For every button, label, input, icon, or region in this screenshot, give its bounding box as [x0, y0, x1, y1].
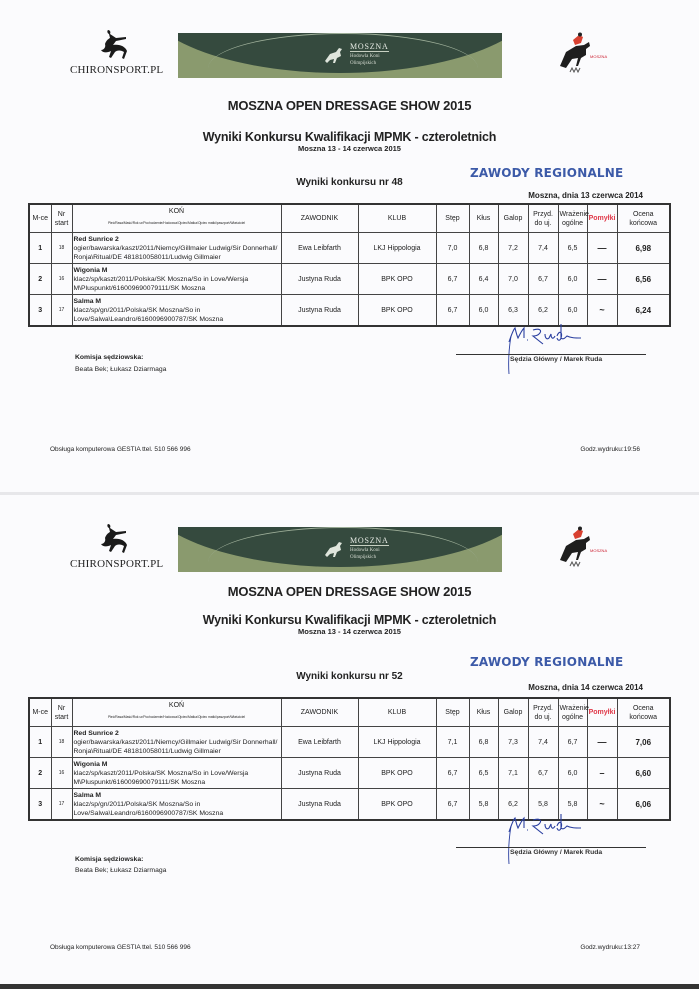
- footer-computing-service: Obsługa komputerowa GESTIA ttel. 510 566 996: [50, 944, 191, 951]
- cell-rider: Justyna Ruda: [281, 295, 358, 327]
- table-row: [29, 295, 670, 327]
- competition-number: Wyniki konkursu nr 52: [296, 671, 403, 682]
- cell-rideability: 6,7: [528, 758, 558, 789]
- jumping-horse-icon: [323, 45, 345, 65]
- show-jumping-icon: [558, 526, 592, 572]
- col-errors: Pomyłki: [587, 204, 617, 233]
- rk-moszna-logo: [558, 32, 618, 80]
- jury-names: Beata Bek; Łukasz Dziarmaga: [75, 366, 167, 373]
- col-start-number: [51, 698, 72, 727]
- banner-subtitle-1: Hodowla Koni: [350, 54, 380, 59]
- col-errors: Pomyłki: [587, 698, 617, 727]
- regional-stamp: ZAWODY REGIONALNE: [470, 655, 624, 669]
- table-header-row: [29, 698, 670, 727]
- col-final-line1: Ocena: [632, 704, 654, 712]
- cell-rideability: 5,8: [528, 789, 558, 821]
- jury-label: Komisja sędziowska:: [75, 856, 144, 863]
- cell-place: 3: [29, 789, 51, 821]
- cell-impression: 6,5: [558, 233, 587, 264]
- horse-name: Salma M: [73, 297, 102, 305]
- cell-impression: 6,0: [558, 264, 587, 295]
- col-place: M-ce: [29, 204, 51, 233]
- cell-horse: [72, 727, 281, 758]
- cell-canter: 7,2: [498, 233, 528, 264]
- cell-horse: [72, 233, 281, 264]
- table-header-row: [29, 204, 670, 233]
- cell-final-score: 6,24: [617, 295, 670, 327]
- cell-club: LKJ Hippologia: [358, 727, 436, 758]
- rk-logo-text: MOSZNA: [590, 548, 608, 553]
- cell-start-number: 16: [51, 264, 72, 295]
- col-start-number-line2: start: [54, 713, 69, 721]
- cell-canter: 6,3: [498, 295, 528, 327]
- cell-trot: 6,8: [469, 727, 498, 758]
- cell-canter: 7,1: [498, 758, 528, 789]
- cell-final-score: 6,60: [617, 758, 670, 789]
- competition-number: Wyniki konkursu nr 48: [296, 177, 403, 188]
- cell-trot: 6,0: [469, 295, 498, 327]
- col-horse-subtitle: Płeć/Rasa/Maść/Rok ur/Pochodzenie/Hodowca/Ojciec/Matka/Ojciec matki/paszport/Właściciel: [107, 715, 246, 719]
- jury-label: Komisja sędziowska:: [75, 354, 144, 361]
- col-canter: Galop: [498, 204, 528, 233]
- cell-final-score: 6,06: [617, 789, 670, 821]
- col-canter: Galop: [498, 698, 528, 727]
- table-row: [29, 758, 670, 789]
- cell-canter: 7,3: [498, 727, 528, 758]
- col-rideability-line2: do uj.: [534, 219, 552, 227]
- col-start-number-line1: Nr: [57, 210, 66, 218]
- jury-names: Beata Bek; Łukasz Dziarmaga: [75, 867, 167, 874]
- horse-name: Wigonia M: [73, 266, 108, 274]
- cell-trot: 6,4: [469, 264, 498, 295]
- col-final-score: [617, 204, 670, 233]
- cell-club: BPK OPO: [358, 264, 436, 295]
- col-rideability-line2: do uj.: [534, 713, 552, 721]
- cell-start-number: 18: [51, 727, 72, 758]
- cell-errors: —: [587, 264, 617, 295]
- cell-horse: [72, 295, 281, 327]
- chironsport-text: CHIRONSPORT.PL: [70, 558, 164, 570]
- col-final-line2: końcowa: [629, 219, 658, 227]
- event-title: MOSZNA OPEN DRESSAGE SHOW 2015: [227, 584, 472, 599]
- col-trot: Kłus: [469, 698, 498, 727]
- footer-computing-service: Obsługa komputerowa GESTIA ttel. 510 566 996: [50, 446, 191, 453]
- horse-details: klacz/sp/kaszt/2011/Polska/SK Moszna/So in Love/Wersja M\Pluspunkt/616009690079111/SK Moszna: [73, 769, 249, 786]
- cell-rideability: 6,2: [528, 295, 558, 327]
- cell-errors: —: [587, 233, 617, 264]
- cell-place: 2: [29, 758, 51, 789]
- footer-print-time: Godz.wydruku:13:27: [580, 944, 640, 951]
- cell-place: 2: [29, 264, 51, 295]
- horse-details: ogier/bawarska/kaszt/2011/Niemcy/Gillmaier Ludwig/Sir Donnerhall/ Ronja\Ritual/DE 481810058011/Ludwig Gillmaier: [73, 738, 278, 755]
- col-final-line2: końcowa: [629, 713, 658, 721]
- table-row: [29, 264, 670, 295]
- cell-errors: –: [587, 758, 617, 789]
- results-sheet-2: [0, 494, 699, 988]
- horse-name: Red Sunrice 2: [73, 729, 119, 737]
- cell-final-score: 6,56: [617, 264, 670, 295]
- col-club: KLUB: [358, 698, 436, 727]
- cell-walk: 7,0: [436, 233, 469, 264]
- cell-club: BPK OPO: [358, 758, 436, 789]
- col-start-number: [51, 204, 72, 233]
- results-table: [28, 697, 671, 821]
- cell-rideability: 6,7: [528, 264, 558, 295]
- horse-details: klacz/sp/gn/2011/Polska/SK Moszna/So in Love/Salwa\Leandro/6160096900787/SK Moszna: [73, 800, 224, 817]
- col-rideability-line1: Przyd.: [533, 210, 553, 218]
- cell-place: 1: [29, 727, 51, 758]
- horse-details: klacz/sp/kaszt/2011/Polska/SK Moszna/So in Love/Wersja M\Pluspunkt/616009690079111/SK Moszna: [73, 275, 249, 292]
- competition-title: Wyniki Konkursu Kwalifikacji MPMK - czteroletnich: [202, 613, 497, 627]
- banner-subtitle-1: Hodowla Koni: [350, 548, 380, 553]
- cell-start-number: 16: [51, 758, 72, 789]
- judge-signature: [505, 814, 585, 874]
- cell-impression: 5,8: [558, 789, 587, 821]
- rk-logo-text: MOSZNA: [590, 54, 608, 59]
- centaur-icon: [88, 522, 138, 558]
- col-horse-title: KOŃ: [168, 208, 185, 215]
- regional-stamp: ZAWODY REGIONALNE: [470, 166, 624, 180]
- cell-canter: 7,0: [498, 264, 528, 295]
- banner-title: MOSZNA: [350, 42, 389, 51]
- show-jumping-icon: [558, 32, 592, 78]
- results-table: [28, 203, 671, 327]
- cell-walk: 6,7: [436, 789, 469, 821]
- cell-start-number: 17: [51, 789, 72, 821]
- cell-horse: [72, 264, 281, 295]
- table-row: [29, 727, 670, 758]
- cell-walk: 6,7: [436, 264, 469, 295]
- rk-moszna-logo: [558, 526, 618, 574]
- col-final-score: [617, 698, 670, 727]
- event-title: MOSZNA OPEN DRESSAGE SHOW 2015: [227, 98, 472, 113]
- col-rideability: [528, 698, 558, 727]
- col-impression-line2: ogólne: [561, 219, 584, 227]
- moszna-banner: [178, 33, 502, 78]
- cell-trot: 5,8: [469, 789, 498, 821]
- col-rider: ZAWODNIK: [281, 204, 358, 233]
- cell-walk: 6,7: [436, 758, 469, 789]
- banner-subtitle-2: Olimpijskich: [350, 555, 377, 560]
- signature-line: [456, 847, 646, 848]
- cell-rideability: 7,4: [528, 727, 558, 758]
- col-impression-line1: Wrażenie: [559, 210, 589, 218]
- col-horse: [72, 204, 281, 233]
- cell-rider: Ewa Leibfarth: [281, 233, 358, 264]
- banner-title: MOSZNA: [350, 536, 389, 545]
- col-rideability-line1: Przyd.: [533, 704, 553, 712]
- cell-impression: 6,7: [558, 727, 587, 758]
- chironsport-logo: [66, 28, 164, 78]
- cell-errors: ~: [587, 295, 617, 327]
- col-walk: Stęp: [436, 698, 469, 727]
- col-horse-subtitle: Płeć/Rasa/Maść/Rok ur/Pochodzenie/Hodowca/Ojciec/Matka/Ojciec matki/paszport/Właściciel: [107, 221, 246, 225]
- horse-details: ogier/bawarska/kaszt/2011/Niemcy/Gillmaier Ludwig/Sir Donnerhall/ Ronja\Ritual/DE 481810058011/Ludwig Gillmaier: [73, 244, 278, 261]
- table-row: [29, 233, 670, 264]
- horse-details: klacz/sp/gn/2011/Polska/SK Moszna/So in Love/Salwa\Leandro/6160096900787/SK Moszna: [73, 306, 224, 323]
- cell-club: BPK OPO: [358, 295, 436, 327]
- chironsport-text: CHIRONSPORT.PL: [70, 64, 164, 76]
- col-final-line1: Ocena: [632, 210, 654, 218]
- cell-final-score: 7,06: [617, 727, 670, 758]
- place-date: Moszna, dnia 13 czerwca 2014: [528, 191, 643, 200]
- cell-walk: 6,7: [436, 295, 469, 327]
- horse-name: Red Sunrice 2: [73, 235, 119, 243]
- col-general-impression: [558, 204, 587, 233]
- col-horse-title: KOŃ: [168, 702, 185, 709]
- horse-name: Salma M: [73, 791, 102, 799]
- chief-judge: Sędzia Główny / Marek Ruda: [510, 849, 603, 856]
- cell-place: 3: [29, 295, 51, 327]
- signature-line: [456, 354, 646, 355]
- cell-canter: 6,2: [498, 789, 528, 821]
- col-start-number-line1: Nr: [57, 704, 66, 712]
- col-general-impression: [558, 698, 587, 727]
- col-walk: Stęp: [436, 204, 469, 233]
- cell-horse: [72, 758, 281, 789]
- page-separator: [0, 492, 699, 495]
- cell-rider: Justyna Ruda: [281, 264, 358, 295]
- chironsport-logo: [66, 522, 164, 572]
- col-rider: ZAWODNIK: [281, 698, 358, 727]
- cell-rider: Justyna Ruda: [281, 758, 358, 789]
- cell-impression: 6,0: [558, 758, 587, 789]
- col-rideability: [528, 204, 558, 233]
- cell-final-score: 6,98: [617, 233, 670, 264]
- results-sheet-1: [0, 0, 699, 494]
- cell-errors: ~: [587, 789, 617, 821]
- cell-place: 1: [29, 233, 51, 264]
- cell-walk: 7,1: [436, 727, 469, 758]
- horse-name: Wigonia M: [73, 760, 108, 768]
- cell-club: BPK OPO: [358, 789, 436, 821]
- moszna-banner: [178, 527, 502, 572]
- event-dates: Moszna 13 - 14 czerwca 2015: [298, 144, 401, 153]
- place-date: Moszna, dnia 14 czerwca 2014: [528, 683, 643, 692]
- banner-subtitle-2: Olimpijskich: [350, 61, 377, 66]
- col-impression-line2: ogólne: [561, 713, 584, 721]
- scan-edge: [0, 984, 699, 989]
- footer-print-time: Godz.wydruku:19:56: [580, 446, 640, 453]
- cell-horse: [72, 789, 281, 821]
- col-trot: Kłus: [469, 204, 498, 233]
- col-horse: [72, 698, 281, 727]
- cell-start-number: 18: [51, 233, 72, 264]
- col-start-number-line2: start: [54, 219, 69, 227]
- cell-impression: 6,0: [558, 295, 587, 327]
- cell-club: LKJ Hippologia: [358, 233, 436, 264]
- cell-rider: Justyna Ruda: [281, 789, 358, 821]
- col-club: KLUB: [358, 204, 436, 233]
- cell-trot: 6,5: [469, 758, 498, 789]
- centaur-icon: [88, 28, 138, 64]
- cell-rider: Ewa Leibfarth: [281, 727, 358, 758]
- chief-judge: Sędzia Główny / Marek Ruda: [510, 356, 603, 363]
- cell-trot: 6,8: [469, 233, 498, 264]
- cell-errors: —: [587, 727, 617, 758]
- col-impression-line1: Wrażenie: [559, 704, 589, 712]
- jumping-horse-icon: [323, 539, 345, 559]
- col-place: M-ce: [29, 698, 51, 727]
- competition-title: Wyniki Konkursu Kwalifikacji MPMK - czteroletnich: [202, 130, 497, 144]
- cell-start-number: 17: [51, 295, 72, 327]
- event-dates: Moszna 13 - 14 czerwca 2015: [298, 627, 401, 636]
- cell-rideability: 7,4: [528, 233, 558, 264]
